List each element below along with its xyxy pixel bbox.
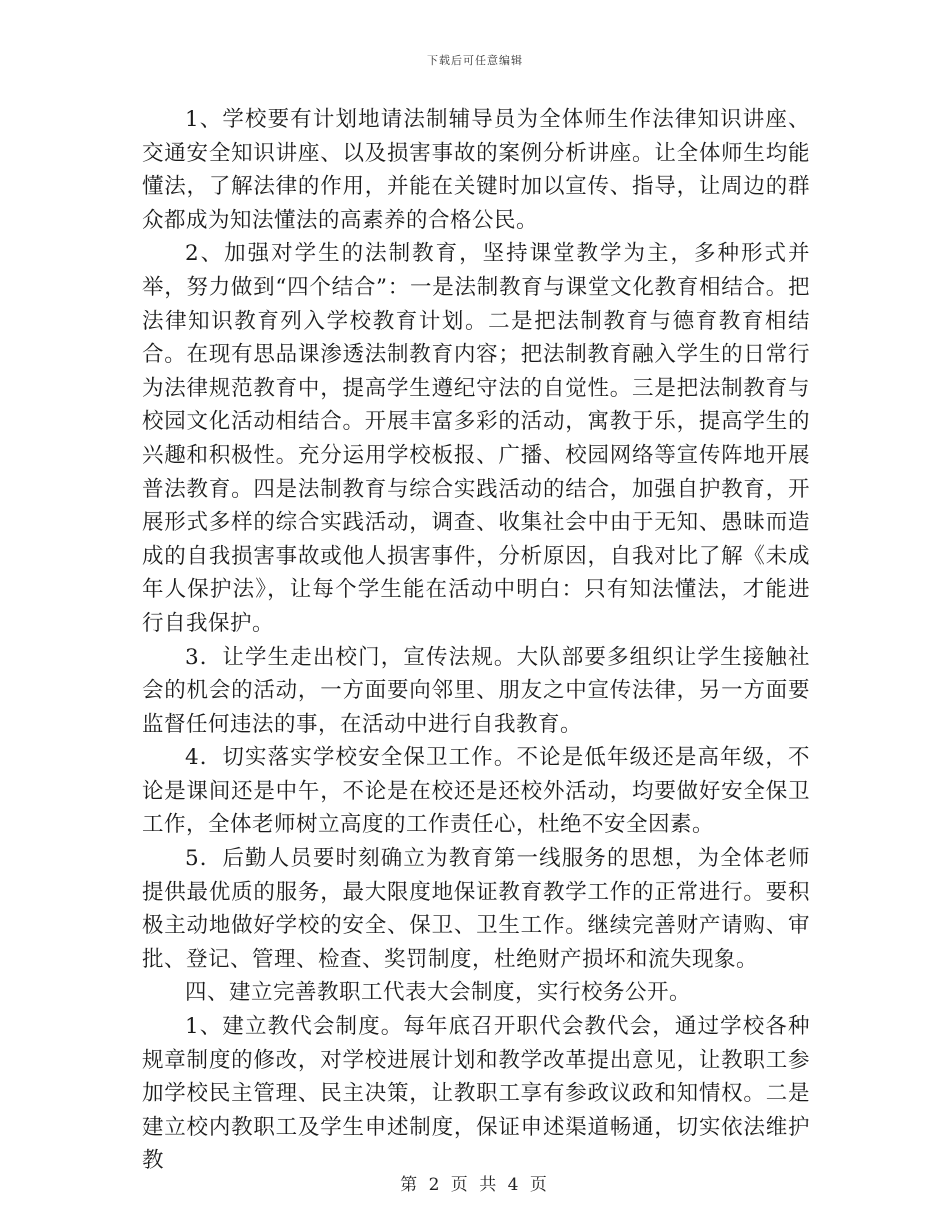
paragraph-5: 5．后勤人员要时刻确立为教育第一线服务的思想，为全体老师提供最优质的服务，最大限度地保证教育教学工作的正常进行。要积极主动地做好学校的安全、保卫、卫生工作。继续完善财产请购、审批、登记、管理、检查、奖罚制度，杜绝财产损坏和流失现象。 <box>142 846 810 972</box>
paragraph-6: 1、建立教代会制度。每年底召开职代会教代会，通过学校各种规章制度的修改，对学校进展计划和教学改革提出意见，让教职工参加学校民主管理、民主决策，让教职工享有参政议政和知情权。二是建立校内教职工及学生申述制度，保证申述渠道畅通，切实依法维护教 <box>142 1014 810 1174</box>
section-heading-4: 四、建立完善教职工代表大会制度，实行校务公开。 <box>185 980 692 1006</box>
page-number: 第 2 页 共 4 页 <box>400 1175 550 1195</box>
paragraph-3: 3．让学生走出校门，宣传法规。大队部要多组织让学生接触社会的机会的活动，一方面要向邻里、朋友之中宣传法律，另一方面要监督任何违法的事，在活动中进行自我教育。 <box>142 644 810 737</box>
page-header: 下载后可任意编辑 <box>427 54 523 67</box>
paragraph-1: 1、学校要有计划地请法制辅导员为全体师生作法律知识讲座、交通安全知识讲座、以及损害事故的案例分析讲座。让全体师生均能懂法，了解法律的作用，并能在关键时加以宣传、指导，让周边的群众都成为知法懂法的高素养的合格公民。 <box>142 107 810 233</box>
document-body <box>142 103 810 1178</box>
paragraph-2: 2、加强对学生的法制教育，坚持课堂教学为主，多种形式并举，努力做到“四个结合”：一是法制教育与课堂文化教育相结合。把法律知识教育列入学校教育计划。二是把法制教育与德育教育相结合。在现有思品课渗透法制教育内容；把法制教育融入学生的日常行为法律规范教育中，提高学生遵纪守法的自觉性。三是把法制教育与校园文化活动相结合。开展丰富多彩的活动，寓教于乐，提高学生的兴趣和积极性。充分运用学校板报、广播、校园网络等宣传阵地开展普法教育。四是法制教育与综合实践活动的结合，加强自护教育，开展形式多样的综合实践活动，调查、收集社会中由于无知、愚昧而造成的自我损害事故或他人损害事件，分析原因，自我对比了解《未成年人保护法》，让每个学生能在活动中明白：只有知法懂法，才能进行自我保护。 <box>142 241 810 636</box>
paragraph-4: 4．切实落实学校安全保卫工作。不论是低年级还是高年级，不论是课间还是中午，不论是在校还是还校外活动，均要做好安全保卫工作，全体老师树立高度的工作责任心，杜绝不安全因素。 <box>142 745 810 838</box>
